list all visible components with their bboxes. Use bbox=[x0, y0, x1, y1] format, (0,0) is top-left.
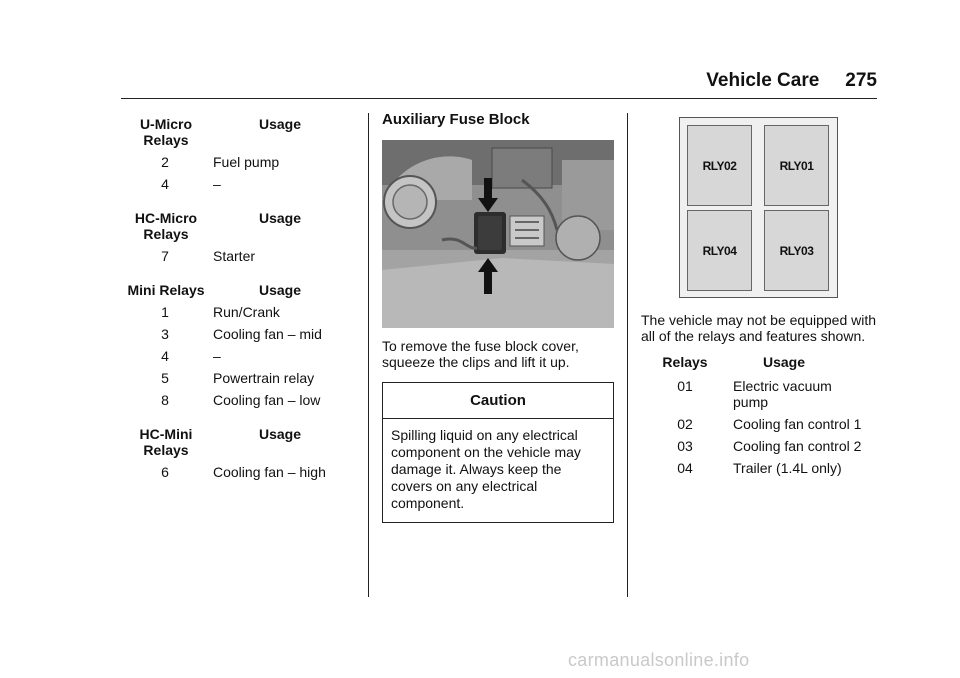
table-header-relay: HC-Mini Relays bbox=[139, 426, 193, 458]
table-header-relay: Mini Relays bbox=[127, 282, 205, 298]
table-header-usage: Usage bbox=[259, 282, 302, 298]
table-row: 01 Electric vacuum pump bbox=[677, 378, 832, 410]
table-header-relay: Relays bbox=[662, 354, 708, 370]
table-row: 2 Fuel pump bbox=[161, 154, 280, 170]
table-row: 6 Cooling fan – high bbox=[161, 464, 326, 480]
hc-mini-relays-table bbox=[121, 426, 357, 480]
table-row: 03 Cooling fan control 2 bbox=[677, 438, 862, 454]
table-row: 5 Powertrain relay bbox=[161, 370, 315, 386]
table-row: 7 Starter bbox=[161, 248, 256, 264]
u-micro-relays-table bbox=[121, 116, 357, 192]
relays-table-header bbox=[641, 354, 881, 370]
table-row: 8 Cooling fan – low bbox=[161, 392, 321, 408]
watermark: carmanualsonline.info bbox=[568, 650, 750, 670]
relay-rly03: RLY03 bbox=[764, 210, 829, 291]
table-row: 1 Run/Crank bbox=[161, 304, 280, 320]
column-divider-1 bbox=[368, 113, 369, 597]
equipment-note: The vehicle may not be equipped with all of the relays and features shown. bbox=[641, 312, 877, 344]
header-rule bbox=[121, 98, 877, 99]
relay-tables-column bbox=[121, 116, 357, 490]
page-number: 275 bbox=[845, 70, 877, 91]
table-row: 4 – bbox=[161, 348, 221, 364]
table-header-usage: Usage bbox=[259, 426, 302, 442]
table-row: 04 Trailer (1.4L only) bbox=[677, 460, 842, 476]
mini-relays-table bbox=[121, 282, 357, 408]
table-header-usage: Usage bbox=[763, 354, 806, 370]
caution-text: Spilling liquid on any electrical component on the vehicle may damage it. Always keep the covers on any electrical component. bbox=[391, 427, 581, 511]
engine-bay-photo bbox=[382, 140, 614, 328]
auxiliary-fuse-block-title: Auxiliary Fuse Block bbox=[382, 111, 530, 128]
table-header-usage: Usage bbox=[259, 210, 302, 226]
table-row: 4 – bbox=[161, 176, 221, 192]
relay-layout-column bbox=[641, 117, 881, 482]
hc-micro-relays-table bbox=[121, 210, 357, 264]
relay-rly02: RLY02 bbox=[687, 125, 752, 206]
relay-rly04: RLY04 bbox=[687, 210, 752, 291]
fuse-cover-instruction: To remove the fuse block cover, squeeze the clips and lift it up. bbox=[382, 338, 579, 370]
table-row: 02 Cooling fan control 1 bbox=[677, 416, 862, 432]
caution-box bbox=[382, 382, 614, 523]
page-header bbox=[706, 70, 877, 92]
caution-title: Caution bbox=[383, 383, 613, 419]
table-row: 3 Cooling fan – mid bbox=[161, 326, 322, 342]
relay-layout-diagram bbox=[679, 117, 838, 298]
section-title: Vehicle Care bbox=[706, 70, 820, 91]
column-divider-2 bbox=[627, 113, 628, 597]
auxiliary-fuse-block-column bbox=[382, 111, 614, 523]
table-header-usage: Usage bbox=[259, 116, 302, 132]
relay-rly01: RLY01 bbox=[764, 125, 829, 206]
table-header-relay: U-Micro Relays bbox=[139, 116, 193, 148]
table-header-relay: HC-Micro Relays bbox=[134, 210, 198, 242]
